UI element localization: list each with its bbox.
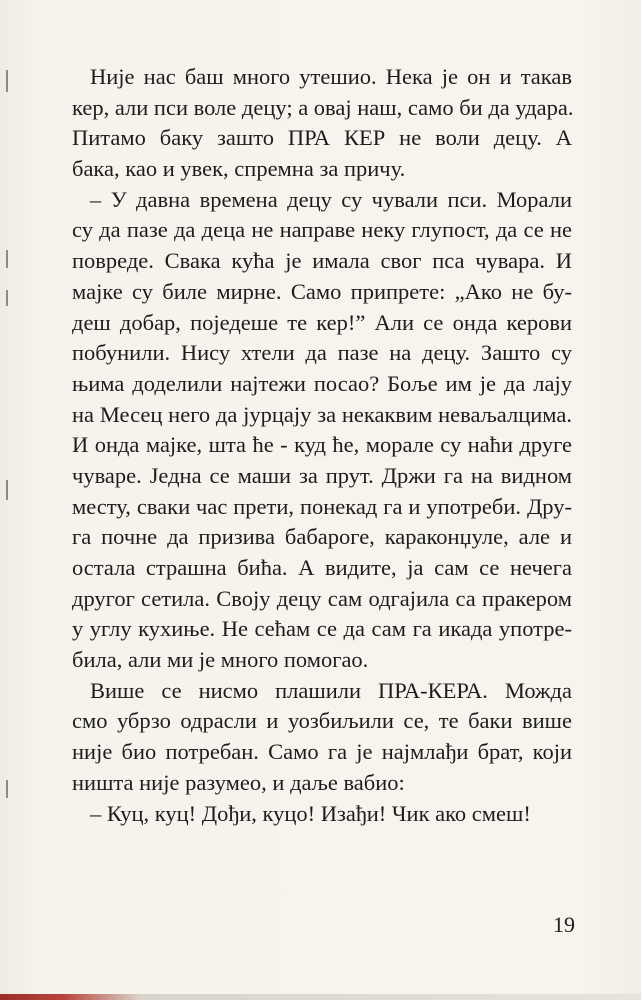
text-line: у углу кухиње. Не сећам се да сам га икада употре- xyxy=(72,616,572,642)
text-line: И онда мајке, шта ће - куд ће, морале су наћи друге xyxy=(72,432,572,458)
text-line: чуваре. Једна се маши за прут. Држи га на видном xyxy=(72,462,572,488)
scan-margin-mark xyxy=(6,70,8,92)
text-line: није био потребан. Само га је најмлађи брат, који xyxy=(72,739,572,765)
text-line: кер, али пси воле децу; а овај наш, само би да удара. xyxy=(72,94,574,120)
text-line: другог сетила. Своју децу сам одгајила са пракером xyxy=(72,585,572,611)
text-line: била, али ми је много помогао. xyxy=(72,647,369,673)
scan-margin-mark xyxy=(6,780,8,798)
text-line: остала страшна бића. А видите, ја сам се нечега xyxy=(72,555,572,580)
scan-margin-mark xyxy=(6,480,8,500)
text-line: мајке су биле мирне. Само припрете: „Ако не бу- xyxy=(72,278,572,304)
text-line: – У давна времена децу су чували пси. Морали xyxy=(90,186,572,212)
text-line: Више се нисмо плашили ПРА-КЕРА. Можда xyxy=(90,677,572,703)
text-line: бака, као и увек, спремна за причу. xyxy=(72,156,406,182)
page-bottom-edge xyxy=(0,994,641,1000)
page-number: 19 xyxy=(553,912,575,937)
text-line: њима доделили најтежи посао? Боље им је да лају xyxy=(72,370,572,396)
text-line: повреде. Свака кућа је имала свог пса чувара. И xyxy=(72,248,572,274)
text-line: га почне да призива бабароге, караконџуле, але и xyxy=(72,524,572,550)
text-line: Питамо баку зашто ПРА КЕР не воли децу. А xyxy=(72,125,572,151)
text-line: побунили. Нису хтели да пазе на децу. Зашто су xyxy=(72,340,572,366)
text-line: Није нас баш много утешио. Нека је он и такав xyxy=(90,64,572,89)
text-line: деш добар, поједеше те кер!” Али се онда керови xyxy=(72,309,572,335)
text-line: на Месец него да јурцају за некаквим неваљалцима. xyxy=(72,401,572,427)
text-line: су да пазе да деца не направе неку глупост, да се не xyxy=(72,217,572,243)
body-text xyxy=(72,62,572,829)
scan-margin-mark xyxy=(6,290,8,306)
scan-margin-mark xyxy=(6,250,8,268)
text-line: смо убрзо одрасли и уозбиљили се, те баки више xyxy=(72,708,572,734)
text-line: ништа није разумео, и даље вабио: xyxy=(72,769,405,795)
text-line: – Куц, куц! Дођи, куцо! Изађи! Чик ако смеш! xyxy=(90,800,531,826)
text-line: месту, сваки час прети, понекад га и употреби. Дру- xyxy=(72,493,572,519)
